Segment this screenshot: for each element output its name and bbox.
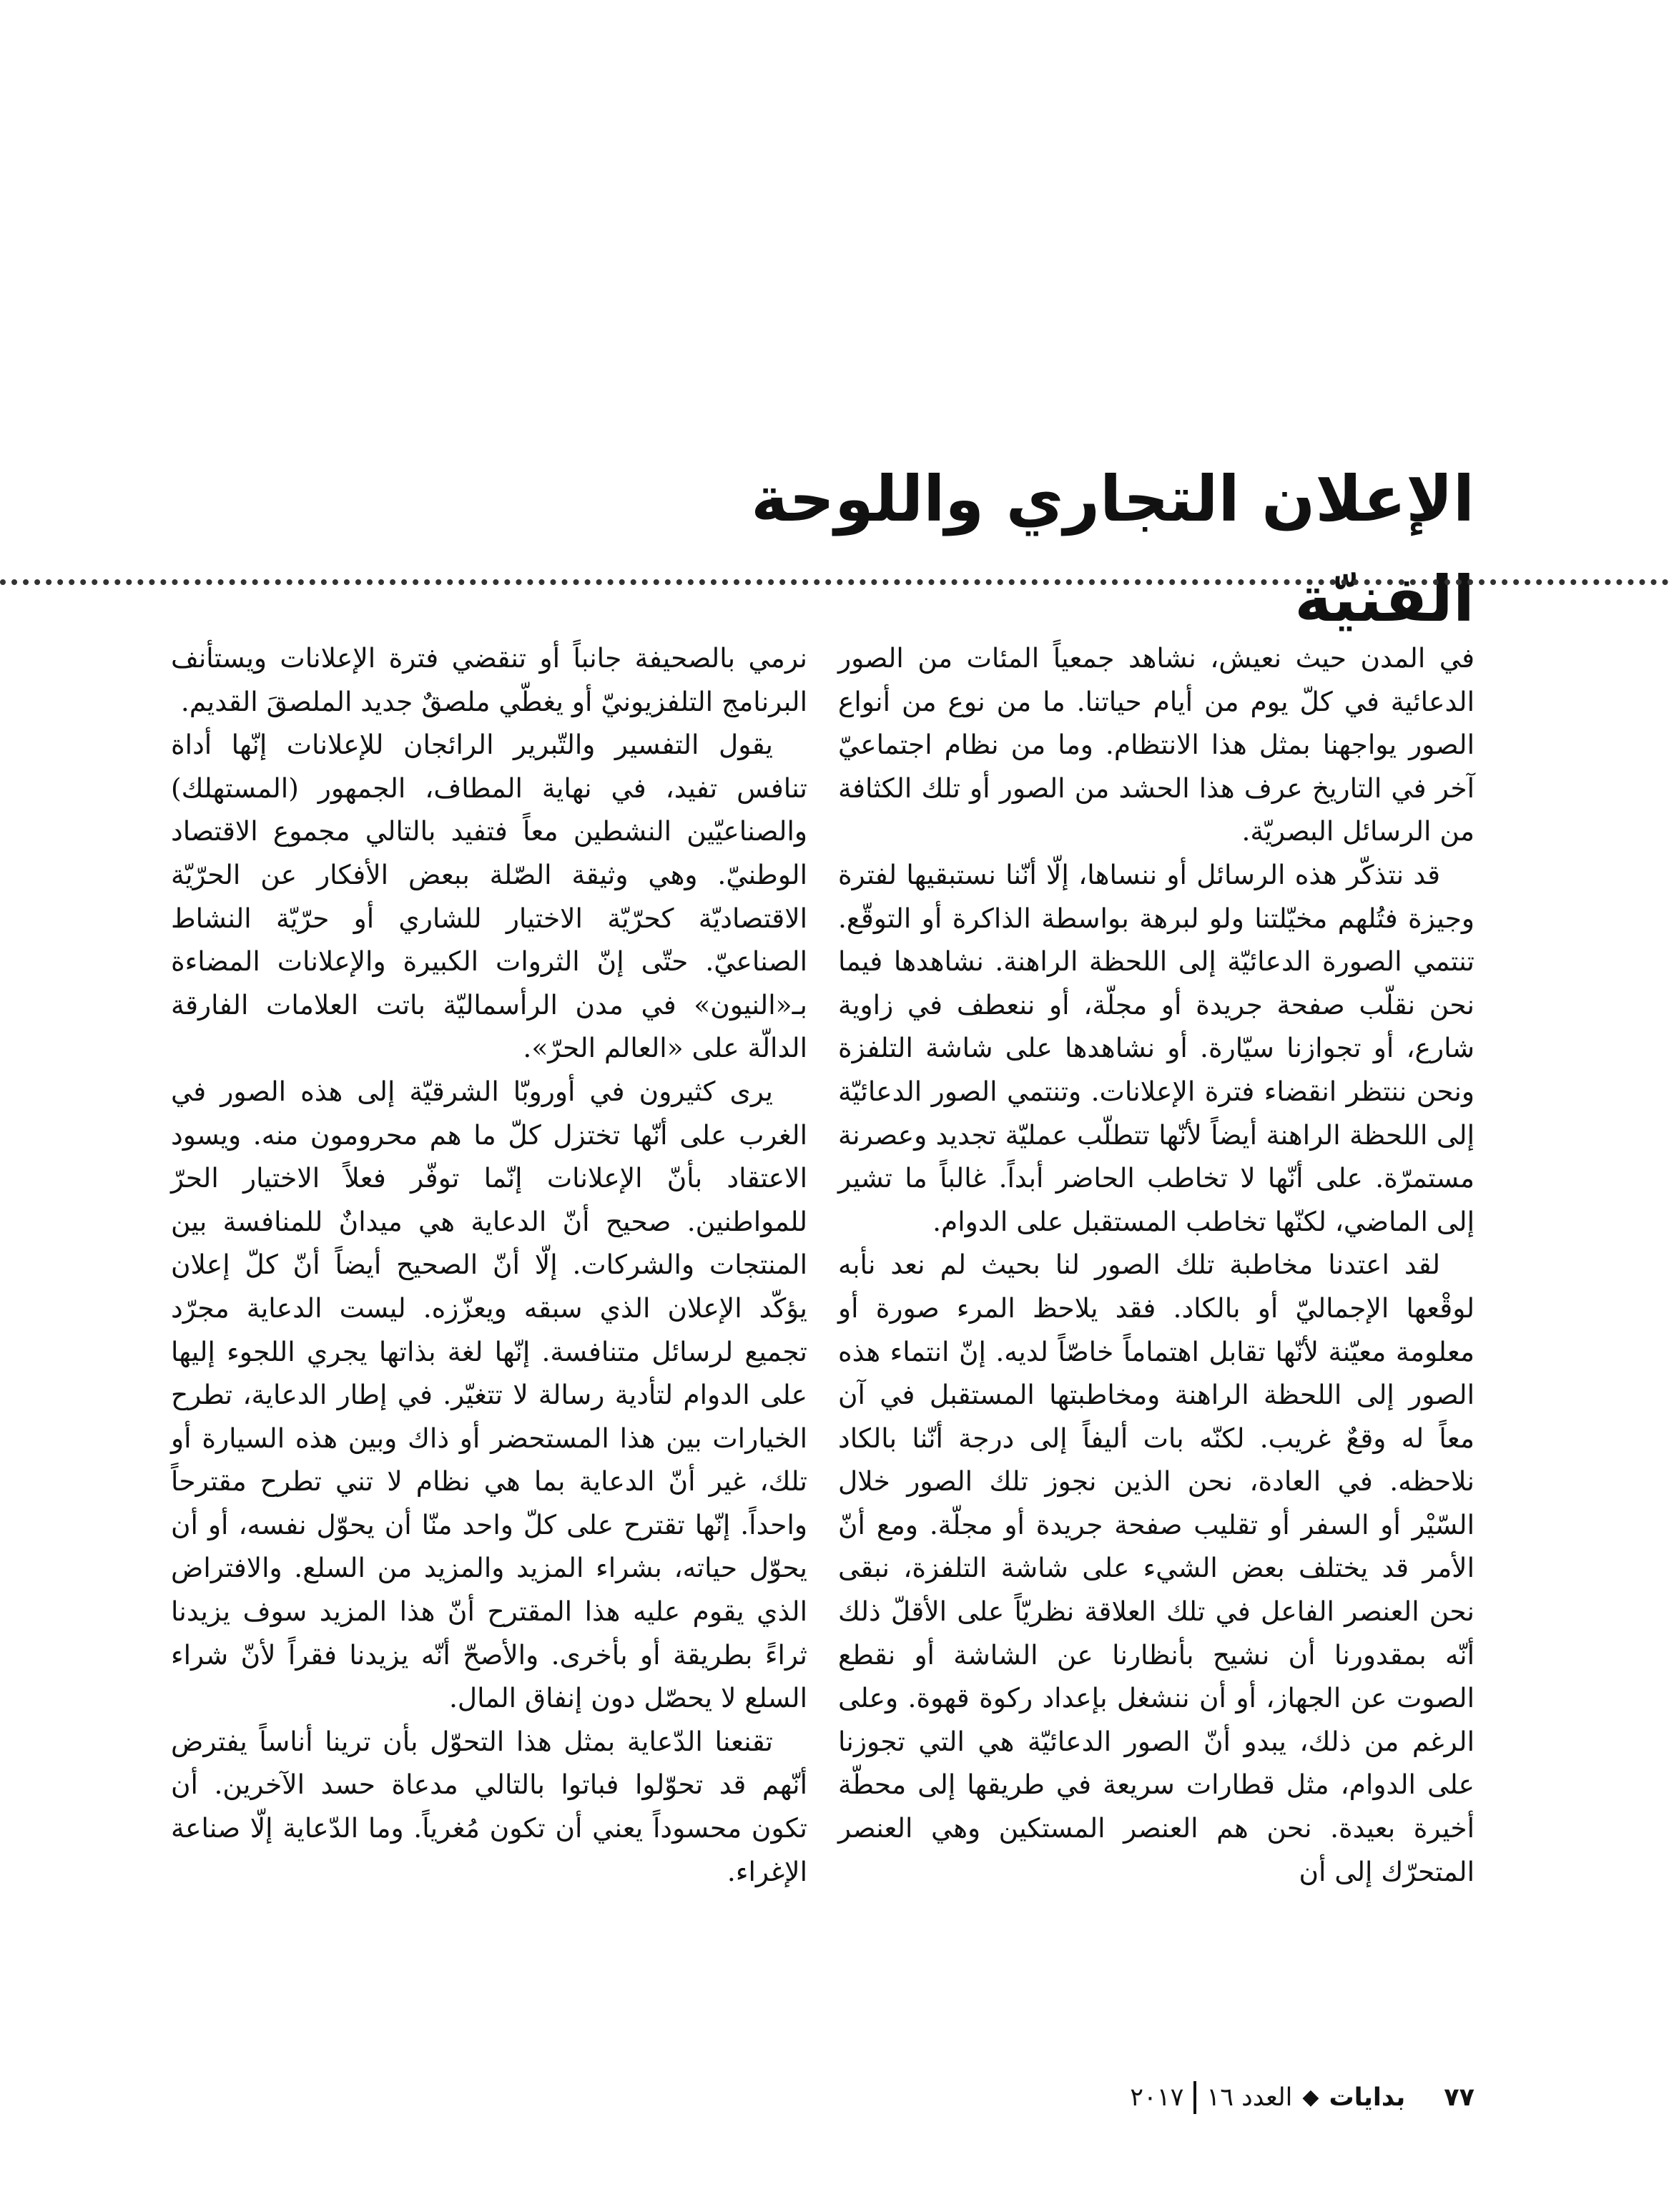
paragraph: تقنعنا الدّعاية بمثل هذا التحوّل بأن ترينا أناساً يفترض أنّهم قد تحوّلوا فباتوا بالتالي مدعاة حسد الآخرين. أن تكون محسوداً يعني أن تكون مُغرياً. وما الدّعاية إلّا صناعة الإغراء. [171, 1725, 807, 1887]
title-divider [0, 579, 1669, 585]
paragraph: لقد اعتدنا مخاطبة تلك الصور لنا بحيث لم نعد نأبه لوقْعها الإجماليّ أو بالكاد. فقد يلاحظ المرء صورة أو معلومة معيّنة لأنّها تقابل اهتماماً خاصّاً لديه. إنّ انتماء هذه الصور إلى اللحظة الراهنة ومخاطبتها المستقبل في آن معاً له وقعٌ غريب. لكنّه بات أليفاً إلى درجة أنّنا بالكاد نلاحظه. في العادة، نحن الذين نجوز تلك الصور خلال السّيْر أو السفر أو تقليب صفحة جريدة أو مجلّة. ومع أنّ الأمر قد يختلف بعض الشيء على شاشة التلفزة، نبقى نحن العنصر الفاعل في تلك العلاقة نظريّاً على الأقلّ ذلك أنّه بمقدورنا أن نشيح بأنظارنا عن الشاشة أو نقطع الصوت عن الجهاز، أو أن ننشغل بإعداد ركوة قهوة. وعلى الرغم من ذلك، يبدو أنّ الصور الدعائيّة هي التي تجوزنا على الدوام، مثل قطارات سريعة في طريقها إلى محطّة أخيرة بعيدة. نحن هم العنصر المستكين وهي العنصر المتحرّك إلى أن [838, 1249, 1474, 1887]
paragraph: نرمي بالصحيفة جانباً أو تنقضي فترة الإعلانات ويستأنف البرنامج التلفزيونيّ أو يغطّي ملصقٌ جديد الملصقَ القديم. [171, 642, 807, 717]
issue-label: العدد ١٦ [1206, 2083, 1293, 2112]
text-column-right [838, 636, 1474, 1893]
paragraph: يرى كثيرون في أوروبّا الشرقيّة إلى هذه الصور في الغرب على أنّها تختزل كلّ ما هم محرومون منه. ويسود الاعتقاد بأنّ الإعلانات إنّما توفّر فعلاً الاختيار الحرّ للمواطنين. صحيح أنّ الدعاية هي ميدانٌ للمنافسة بين المنتجات والشركات. إلّا أنّ الصحيح أيضاً أنّ كلّ إعلان يؤكّد الإعلان الذي سبقه ويعزّزه. ليست الدعاية مجرّد تجميع لرسائل متنافسة. إنّها لغة بذاتها يجري اللجوء إليها على الدوام لتأدية رسالة لا تتغيّر. في إطار الدعاية، تطرح الخيارات بين هذا المستحضر أو ذاك وبين هذه السيارة أو تلك، غير أنّ الدعاية بما هي نظام لا تني تطرح مقترحاً واحداً. إنّها تقترح على كلّ واحد منّا أن يحوّل نفسه، أو أن يحوّل حياته، بشراء المزيد والمزيد من السلع. والافتراض الذي يقوم عليه هذا المقترح أنّ هذا المزيد سوف يزيدنا ثراءً بطريقة أو بأخرى. والأصحّ أنّه يزيدنا فقراً لأنّ شراء السلع لا يحصّل دون إنفاق المال. [171, 1075, 807, 1714]
text-column-left [171, 636, 807, 1893]
page-footer [1130, 2080, 1474, 2115]
paragraph: يقول التفسير والتّبرير الرائجان للإعلانات إنّها أداة تنافس تفيد، في نهاية المطاف، الجمهور (المستهلك) والصناعيّين النشطين معاً فتفيد بالتالي مجموع الاقتصاد الوطنيّ. وهي وثيقة الصّلة ببعض الأفكار عن الحرّيّة الاقتصاديّة كحرّيّة الاختيار للشاري أو حرّيّة النشاط الصناعيّ. حتّى إنّ الثروات الكبيرة والإعلانات المضاءة بـ«النيون» في مدن الرأسماليّة باتت العلامات الفارقة الدالّة على «العالم الحرّ». [171, 729, 807, 1064]
paragraph: في المدن حيث نعيش، نشاهد جمعياً المئات من الصور الدعائية في كلّ يوم من أيام حياتنا. ما من نوع من أنواع الصور يواجهنا بمثل هذا الانتظام. وما من نظام اجتماعيّ آخر في التاريخ عرف هذا الحشد من الصور أو تلك الكثافة من الرسائل البصريّة. [838, 642, 1474, 847]
diamond-icon: ◆ [1302, 2085, 1319, 2110]
magazine-name: بدايات [1329, 2083, 1406, 2112]
footer-divider [1193, 2081, 1196, 2114]
paragraph: قد نتذكّر هذه الرسائل أو ننساها، إلّا أنّنا نستبقيها لفترة وجيزة فتُلهم مخيّلتنا ولو لبرهة بواسطة الذاكرة أو التوقّع. تنتمي الصورة الدعائيّة إلى اللحظة الراهنة. نشاهدها فيما نحن نقلّب صفحة جريدة أو مجلّة، أو ننعطف في زاوية شارع، أو تجوازنا سيّارة. أو نشاهدها على شاشة التلفزة ونحن ننتظر انقضاء فترة الإعلانات. وتنتمي الصور الدعائيّة إلى اللحظة الراهنة أيضاً لأنّها تتطلّب عمليّة تجديد وعصرنة مستمرّة. على أنّها لا تخاطب الحاضر أبداً. غالباً ما تشير إلى الماضي، لكنّها تخاطب المستقبل على الدوام. [838, 858, 1474, 1237]
article-title: الإعلان التجاري واللوحة الفنيّة [751, 462, 1474, 636]
issue-year: ٢٠١٧ [1130, 2083, 1184, 2112]
page-number: ٧٧ [1444, 2083, 1474, 2112]
